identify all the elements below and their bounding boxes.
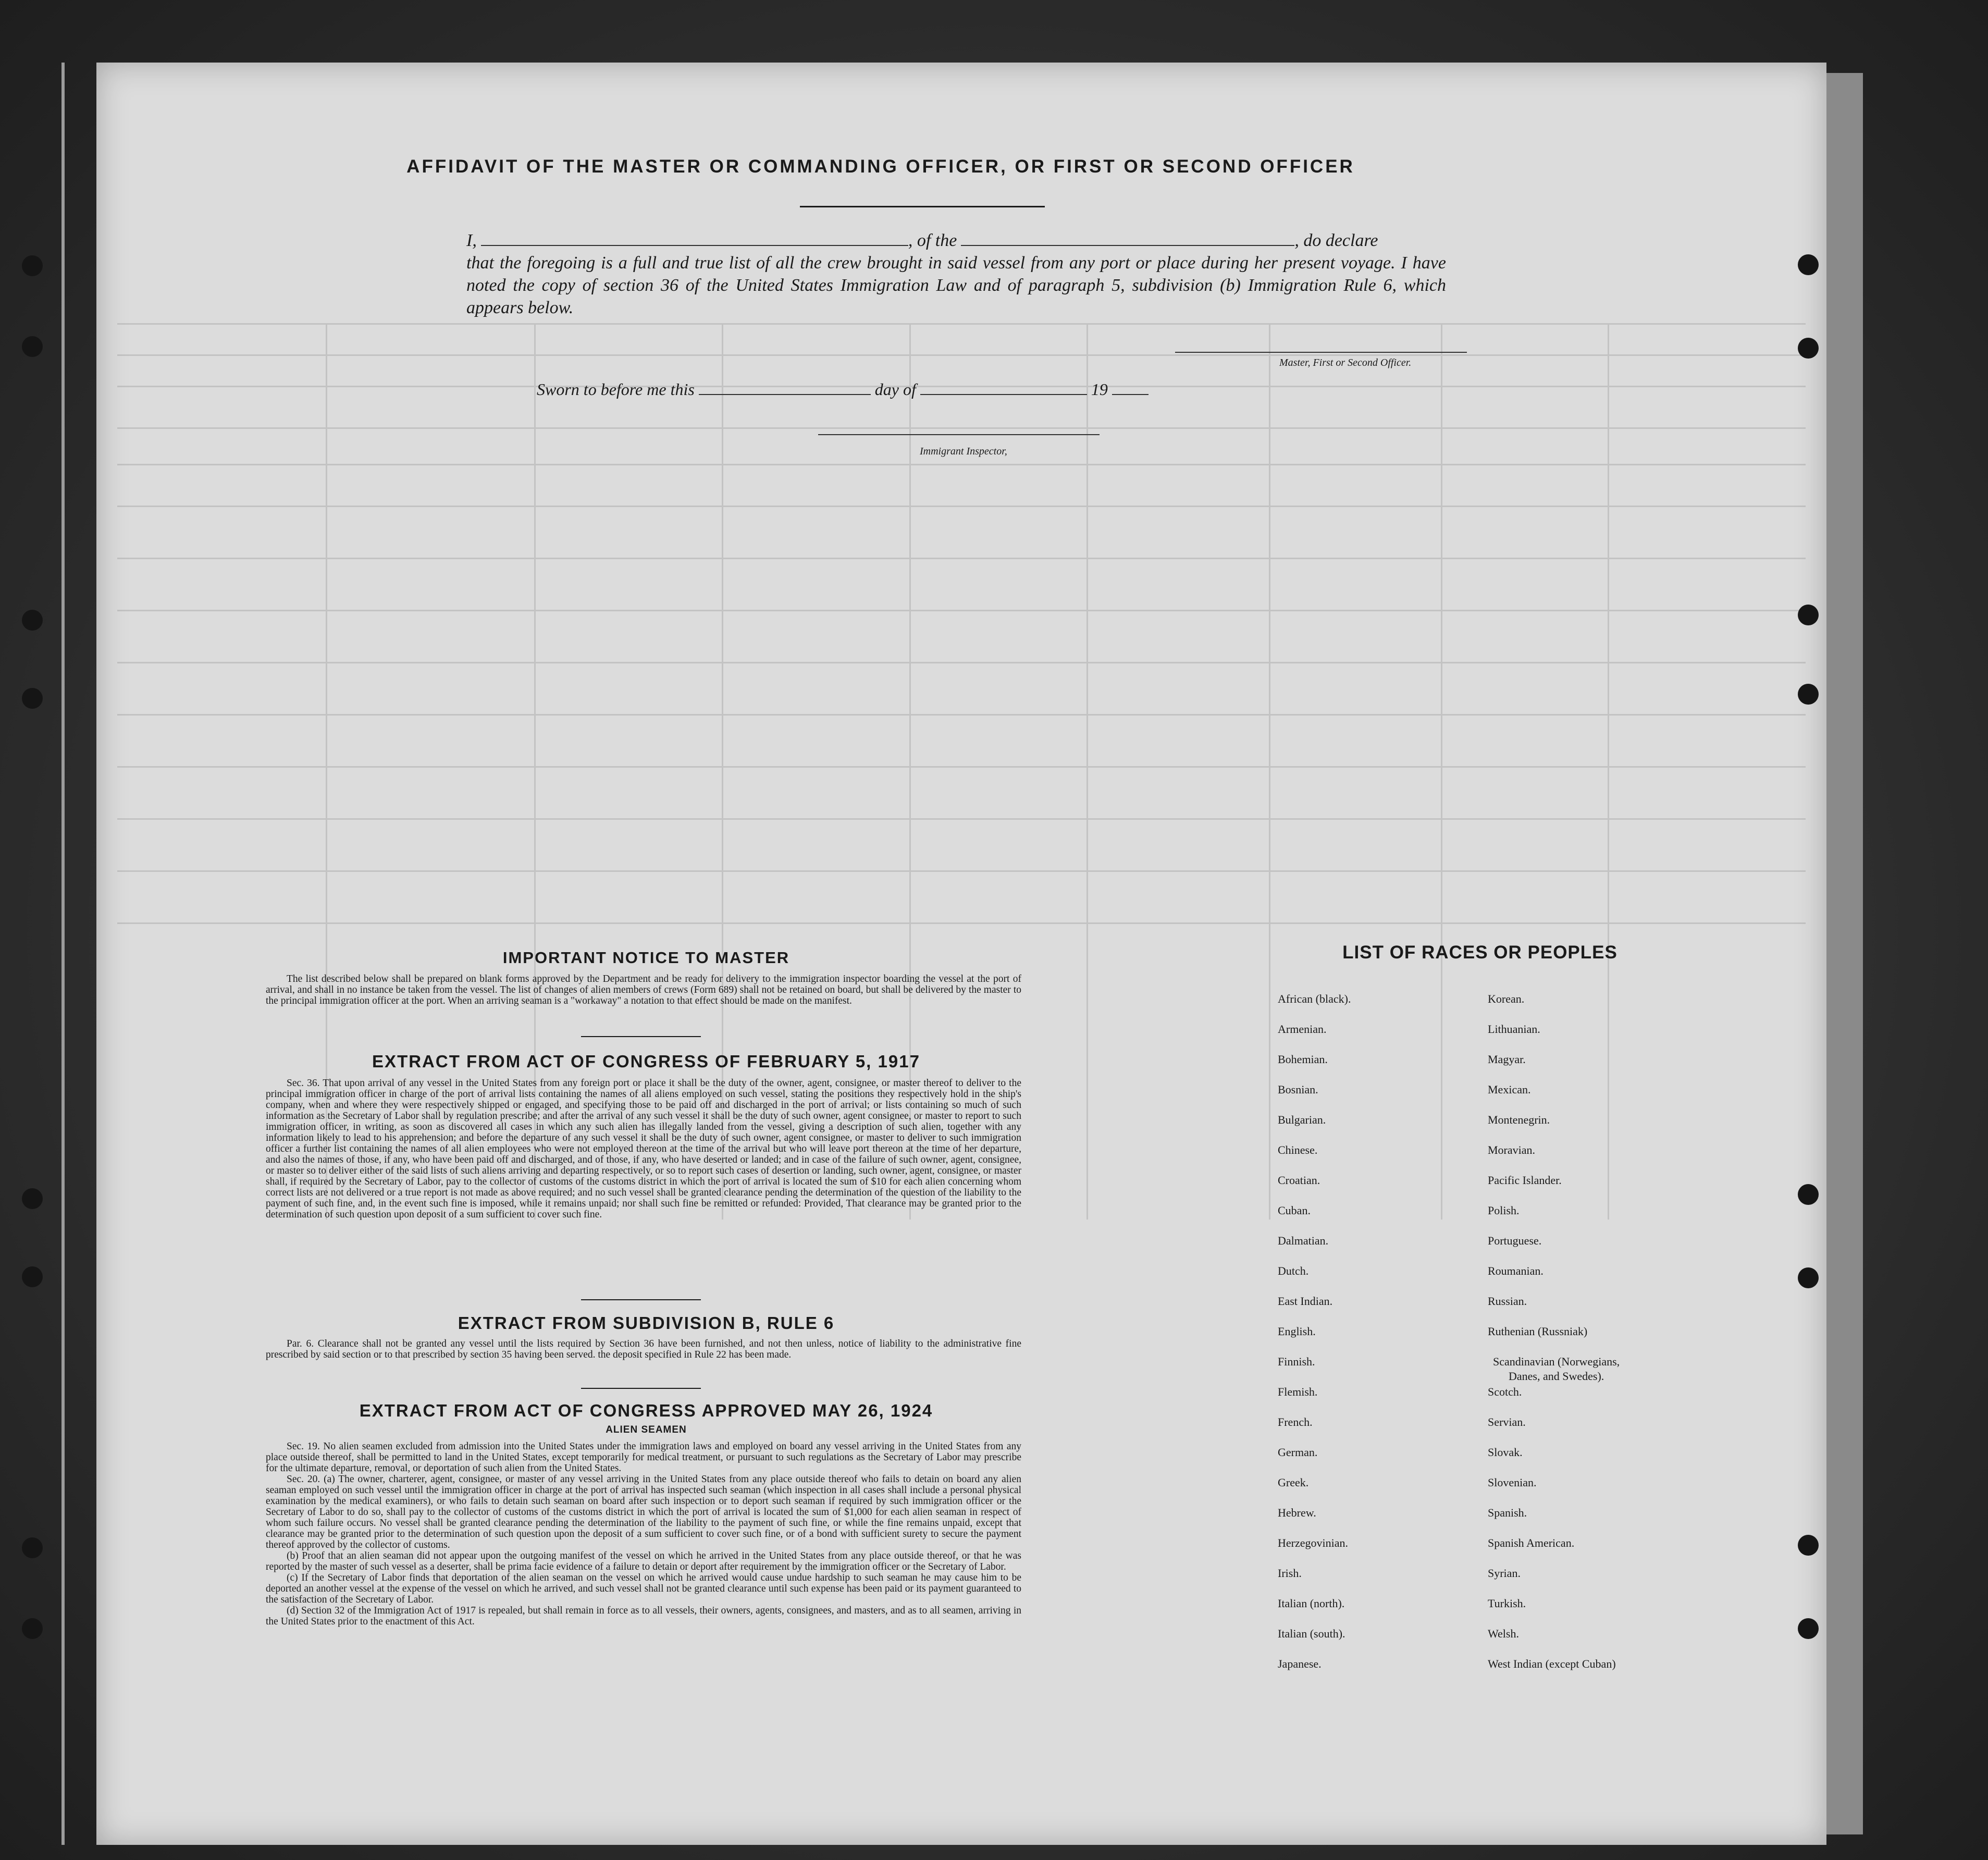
notice-paragraph: The list described below shall be prepared on blank forms approved by the Department and be ready for delivery to the immigration inspector boarding the vessel at the port of arrival, and shall in no instance be taken from the vessel. The list of changes of alien members of crews (Form 689) shall not be retained on board, but shall be delivered by the master to the principal immigration officer at the port. When an arriving seaman is a "workaway" a notation to that effect should be made on the manifest.	[266, 974, 1021, 1006]
binder-hole	[22, 255, 43, 276]
sworn-label: Sworn to before me this	[537, 380, 695, 399]
race-item: Montenegrin.	[1488, 1113, 1550, 1126]
notice-text	[266, 974, 1021, 1006]
binder-hole	[1798, 254, 1819, 275]
binder-hole	[1798, 1267, 1819, 1288]
declaration-end: , do declare	[1294, 231, 1378, 250]
race-item: Flemish.	[1278, 1385, 1318, 1398]
races-title: LIST OF RACES OR PEOPLES	[1342, 942, 1617, 963]
binder-hole	[1798, 684, 1819, 705]
section-rule	[581, 1036, 701, 1037]
race-item: Hebrew.	[1278, 1506, 1316, 1519]
race-item: Armenian.	[1278, 1023, 1327, 1036]
race-item: Roumanian.	[1488, 1264, 1544, 1277]
extract-1924-title: EXTRACT FROM ACT OF CONGRESS APPROVED MAY 26, 1924	[359, 1401, 933, 1420]
binder-hole	[1798, 338, 1819, 359]
race-item: Croatian.	[1278, 1174, 1320, 1187]
race-item: Dalmatian.	[1278, 1234, 1329, 1247]
declaration-i: I,	[466, 231, 477, 250]
binder-hole	[22, 336, 43, 357]
sec-20c-paragraph: (c) If the Secretary of Labor finds that deportation of the alien seaman on the vessel on which he arrived would cause undue hardship to such seaman he may cause him to be deported an another vessel at the expense of the vessel on which he arrived, and such vessel shall not be granted clearance until such expense has been paid or its payment guaranteed to the satisfaction of the Secretary of Labor.	[266, 1572, 1021, 1605]
binder-hole	[22, 1188, 43, 1209]
race-item: Scotch.	[1488, 1385, 1522, 1398]
sworn-month-blank[interactable]	[920, 379, 1087, 395]
binder-hole	[1798, 1618, 1819, 1639]
section-rule	[581, 1299, 701, 1300]
declaration-line	[466, 229, 1446, 252]
rule6-paragraph: Par. 6. Clearance shall not be granted any vessel until the lists required by Section 36 have been furnished, and not then unless, notice of liability to the administrative fine prescribed by said section or to that prescribed by section 35 having been served. the deposit specified in Rule 22 has been made.	[266, 1338, 1021, 1360]
sworn-day-blank[interactable]	[699, 379, 871, 395]
race-item: Irish.	[1278, 1567, 1302, 1580]
race-item: Chinese.	[1278, 1143, 1318, 1156]
extract-1917-text	[266, 1078, 1021, 1220]
binder-hole	[1798, 605, 1819, 625]
race-item: Bosnian.	[1278, 1083, 1318, 1096]
race-item: Dutch.	[1278, 1264, 1309, 1277]
master-label: Master, First or Second Officer.	[1279, 357, 1412, 368]
race-item: Syrian.	[1488, 1567, 1521, 1580]
sec-19-paragraph: Sec. 19. No alien seamen excluded from admission into the United States under the immigration laws and employed on board any vessel arriving in the United States from any place outside thereof, shall be permitted to land in the United States, except temporarily for medical treatment, or pursuant to such regulations as the Secretary of Labor may prescribe for the ultimate departure, removal, or deportation of such alien from the United States.	[266, 1441, 1021, 1474]
races-left-column	[1278, 991, 1476, 1686]
extract-1924-text	[266, 1441, 1021, 1627]
race-item: Russian.	[1488, 1295, 1527, 1308]
notice-title: IMPORTANT NOTICE TO MASTER	[502, 949, 790, 967]
race-item: Scandinavian (Norwegians,	[1493, 1355, 1620, 1368]
race-item: Slovenian.	[1488, 1476, 1537, 1489]
race-item: Welsh.	[1488, 1627, 1519, 1640]
inspector-label: Immigrant Inspector,	[920, 446, 1007, 457]
affidavit-body	[466, 229, 1446, 319]
race-item: Bulgarian.	[1278, 1113, 1326, 1126]
race-item: Cuban.	[1278, 1204, 1311, 1217]
master-signature-line[interactable]	[1175, 352, 1467, 353]
sworn-year-blank[interactable]	[1112, 379, 1149, 395]
race-item: Japanese.	[1278, 1657, 1322, 1670]
binder-hole	[22, 688, 43, 709]
sec-20b-paragraph: (b) Proof that an alien seaman did not appear upon the outgoing manifest of the vessel on which he arrived in the United States from any place outside thereof, or that he was reported by the master of such vessel as a deserter, shall be prima facie evidence of a failure to detain or deport after requirement by the immigration officer or the Secretary of Labor.	[266, 1550, 1021, 1572]
race-item: East Indian.	[1278, 1295, 1333, 1308]
affidavit-title: AFFIDAVIT OF THE MASTER OR COMMANDING OFFICER, OR FIRST OR SECOND OFFICER	[406, 156, 1355, 177]
race-item: Portuguese.	[1488, 1234, 1542, 1247]
sec-20d-paragraph: (d) Section 32 of the Immigration Act of 1917 is repealed, but shall remain in force as to all vessels, their owners, agents, consignees, and masters, and as to all seamen, arriving in the United States prior to the enactment of this Act.	[266, 1605, 1021, 1627]
race-item: Mexican.	[1488, 1083, 1531, 1096]
binding-edge	[61, 63, 65, 1845]
binder-hole	[22, 1266, 43, 1287]
binder-hole	[1798, 1535, 1819, 1556]
race-item: Bohemian.	[1278, 1053, 1328, 1066]
inspector-signature-line[interactable]	[818, 434, 1100, 435]
binder-hole	[22, 610, 43, 631]
sec-20a-paragraph: Sec. 20. (a) The owner, charterer, agent, consignee, or master of any vessel arriving in the United States from any place outside thereof who fails to detain on board any alien seaman employed on such vessel until the immigration officer in charge at the port of arrival has inspected such seaman (which inspection in all cases shall include a personal physical examination by the medical examiners), or who fails to detain such seaman on board after such inspection or to deport such seaman if required by such immigration officer or the Secretary of Labor to do so, shall pay to the collector of customs of the customs district in which the port of arrival is located the sum of $1,000 for each alien seaman in respect of whom such failure occurs. No vessel shall be granted clearance pending the determination of the liability to the payment of such fine, or while the fine remains unpaid, except that clearance may be granted prior to the determination of such question upon the deposit of a sum sufficient to cover such fine, or of a bond with sufficient surety to secure the payment thereof approved by the collector of customs.	[266, 1474, 1021, 1550]
race-item: Lithuanian.	[1488, 1023, 1540, 1036]
race-item: Servian.	[1488, 1415, 1526, 1428]
race-item: Finnish.	[1278, 1355, 1315, 1368]
race-item: Danes, and Swedes).	[1509, 1370, 1604, 1383]
binder-hole	[22, 1618, 43, 1639]
race-item: Greek.	[1278, 1476, 1309, 1489]
section-rule	[581, 1388, 701, 1389]
race-item: Spanish American.	[1488, 1536, 1575, 1549]
race-item: Spanish.	[1488, 1506, 1527, 1519]
race-item: Ruthenian (Russniak)	[1488, 1325, 1588, 1338]
races-right-column	[1488, 991, 1707, 1686]
section-36-paragraph: Sec. 36. That upon arrival of any vessel in the United States from any foreign port or place it shall be the duty of the owner, agent, consignee, or master thereof to deliver to the principal immigration officer in charge of the port of arrival lists containing the names of all aliens employed on such vessel, stating the positions they respectively hold in the ship's company, when and where they were respectively shipped or engaged, and specifying those to be paid off and discharged in the port of arrival; or lists containing so much of such information as the Secretary of Labor shall by regulation prescribe; and after the arrival of any such vessel it shall be the duty of such owner, agent consignee, or master to report to such immigration officer, in writing, as soon as discovered all cases in which any such alien has illegally landed from the vessel, giving a description of such alien, together with any information likely to lead to his apprehension; and before the departure of any such vessel it shall be the duty of such owner, agent consignee, or master to deliver to such immigration officer a further list containing the names of all alien employees who were not employed thereon at the time of the arrival but who will leave port thereon at the time of her departure, and also the names of those, if any, who have been paid off and discharged, and of those, if any, who have deserted or landed; and in case of the failure of such owner, agent, consignee, or master so to deliver either of the said lists of such aliens arriving and departing respectively, or so to report such cases of desertion or landing, such owner, agent, consignee, or master shall, if required by the Secretary of Labor, pay to the collector of customs of the customs district in which the port of arrival is located the sum of $10 for each alien concerning whom correct lists are not delivered or a true report is not made as above required; and no such vessel shall be granted clearance pending the determination of the question of the liability to the payment of such fine, and, in the event such fine is imposed, while it remains unpaid; nor shall such fine be remitted or refunded: Provided, That clearance may be granted prior to the determination of such question upon deposit of a sum sufficient to cover such fine.	[266, 1078, 1021, 1220]
race-item: Herzegovinian.	[1278, 1536, 1348, 1549]
race-item: Italian (north).	[1278, 1597, 1345, 1610]
sworn-day-label: day of	[874, 380, 916, 399]
race-item: Pacific Islander.	[1488, 1174, 1562, 1187]
vessel-blank[interactable]	[961, 230, 1294, 246]
race-item: German.	[1278, 1446, 1318, 1459]
page-edge	[1826, 73, 1863, 1834]
race-item: Slovak.	[1488, 1446, 1523, 1459]
sworn-year-label: 19	[1091, 380, 1108, 399]
name-blank[interactable]	[481, 230, 908, 246]
binder-hole	[22, 1537, 43, 1558]
race-item: Magyar.	[1488, 1053, 1526, 1066]
title-rule	[800, 206, 1045, 207]
declaration-of-the: , of the	[908, 231, 957, 250]
race-item: West Indian (except Cuban)	[1488, 1657, 1616, 1670]
alien-seamen-subtitle: ALIEN SEAMEN	[606, 1424, 687, 1435]
race-item: Turkish.	[1488, 1597, 1526, 1610]
race-item: Moravian.	[1488, 1143, 1536, 1156]
extract-1917-title: EXTRACT FROM ACT OF CONGRESS OF FEBRUARY 5, 1917	[372, 1052, 920, 1071]
race-item: Polish.	[1488, 1204, 1520, 1217]
race-item: African (black).	[1278, 992, 1351, 1005]
race-item: Korean.	[1488, 992, 1525, 1005]
affidavit-paragraph: that the foregoing is a full and true list of all the crew brought in said vessel from any port or place during her present voyage. I have noted the copy of section 36 of the United States Immigration Law and of paragraph 5, subdivision (b) Immigration Rule 6, which appears below.	[466, 253, 1446, 317]
sworn-line	[537, 379, 1149, 399]
binder-hole	[1798, 1184, 1819, 1205]
rule6-text	[266, 1338, 1021, 1360]
race-item: English.	[1278, 1325, 1316, 1338]
race-item: French.	[1278, 1415, 1313, 1428]
rule6-title: EXTRACT FROM SUBDIVISION B, RULE 6	[458, 1313, 835, 1333]
race-item: Italian (south).	[1278, 1627, 1345, 1640]
